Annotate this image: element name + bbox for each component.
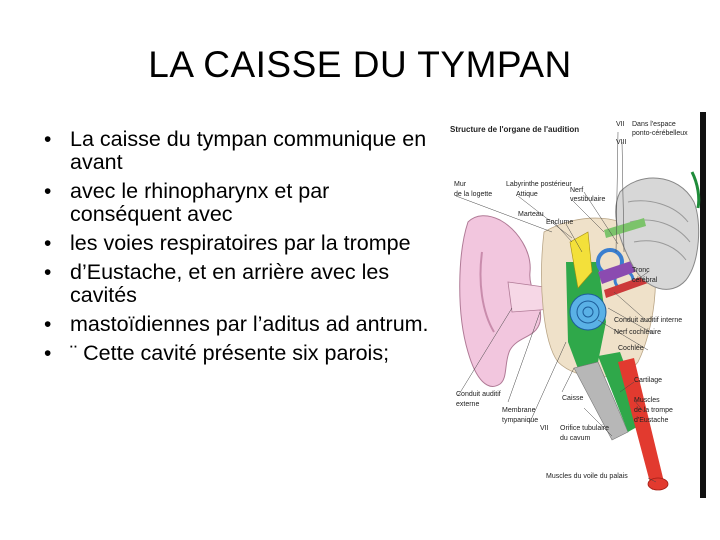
label-cartilage: Cartilage — [634, 377, 663, 384]
bullet-item — [44, 180, 444, 226]
label-espace-2: ponto-cérébelleux — [632, 130, 688, 137]
label-muscles-1: Muscles — [634, 397, 660, 404]
bullet-text: La caisse du tympan communique en avant — [70, 127, 427, 174]
bullet-dot: • — [44, 342, 52, 365]
ear-anatomy-figure — [448, 112, 706, 498]
bullet-dot: • — [44, 232, 52, 255]
label-viii: VIII — [616, 139, 627, 146]
label-attique: Attique — [516, 191, 538, 198]
label-conduit-externe-1: Conduit auditif — [456, 391, 501, 398]
label-conduit-interne: Conduit auditif interne — [614, 317, 683, 324]
label-orifice-1: Orifice tubulaire — [560, 425, 610, 432]
frame-edge — [700, 112, 706, 498]
bullet-dot: • — [44, 261, 52, 284]
label-membrane-1: Membrane — [502, 407, 536, 414]
label-caisse: Caisse — [562, 395, 584, 402]
label-mur-2: de la logette — [454, 191, 493, 198]
bullet-list — [44, 128, 444, 371]
bullet-text: mastoïdiennes par l’aditus ad antrum. — [70, 312, 429, 336]
label-conduit-externe-2: externe — [456, 401, 480, 408]
label-vii: VII — [616, 121, 625, 128]
cochlea — [570, 294, 606, 330]
bullet-item — [44, 342, 444, 365]
bullet-item — [44, 313, 444, 336]
label-nerf-2: vestibulaire — [570, 196, 606, 203]
label-membrane-2: tympanique — [502, 417, 539, 424]
label-mur-1: Mur — [454, 181, 467, 188]
label-muscles-2: de la trompe — [634, 407, 673, 414]
label-cochlee: Cochlée — [618, 345, 644, 352]
bullet-item — [44, 261, 444, 307]
bullet-text: les voies respiratoires par la trompe — [70, 231, 411, 255]
slide-title: LA CAISSE DU TYMPAN — [148, 44, 572, 85]
label-vii-bottom: VII — [540, 425, 549, 432]
cavum-orifice — [648, 478, 668, 490]
bullet-item — [44, 128, 444, 174]
bullet-dot: • — [44, 180, 52, 203]
ear-anatomy-diagram — [448, 112, 706, 498]
label-nerf-1: Nerf — [570, 187, 584, 194]
label-tronc-1: Tronc — [632, 267, 650, 274]
bullet-dot: • — [44, 128, 52, 151]
bullet-dot: • — [44, 313, 52, 336]
bullet-text: d’Eustache, et en arrière avec les cavités — [70, 260, 390, 307]
label-tronc-2: cérébral — [632, 277, 658, 284]
label-orifice-2: du cavum — [560, 435, 591, 442]
label-espace-1: Dans l'espace — [632, 121, 676, 128]
label-nerf-cochleaire: Nerf cochléaire — [614, 329, 662, 336]
label-enclume: Enclume — [546, 219, 574, 226]
label-labyrinthe: Labyrinthe postérieur — [506, 181, 572, 188]
label-muscles-3: d'Eustache — [634, 417, 669, 424]
bullet-item — [44, 232, 444, 255]
figure-caption: Structure de l'organe de l'audition — [450, 125, 580, 134]
bullet-text: avec le rhinopharynx et par conséquent avec — [70, 179, 330, 226]
label-marteau: Marteau — [518, 211, 544, 218]
bullet-text: ¨ Cette cavité présente six parois; — [70, 341, 390, 365]
label-voile: Muscles du voile du palais — [546, 473, 628, 480]
